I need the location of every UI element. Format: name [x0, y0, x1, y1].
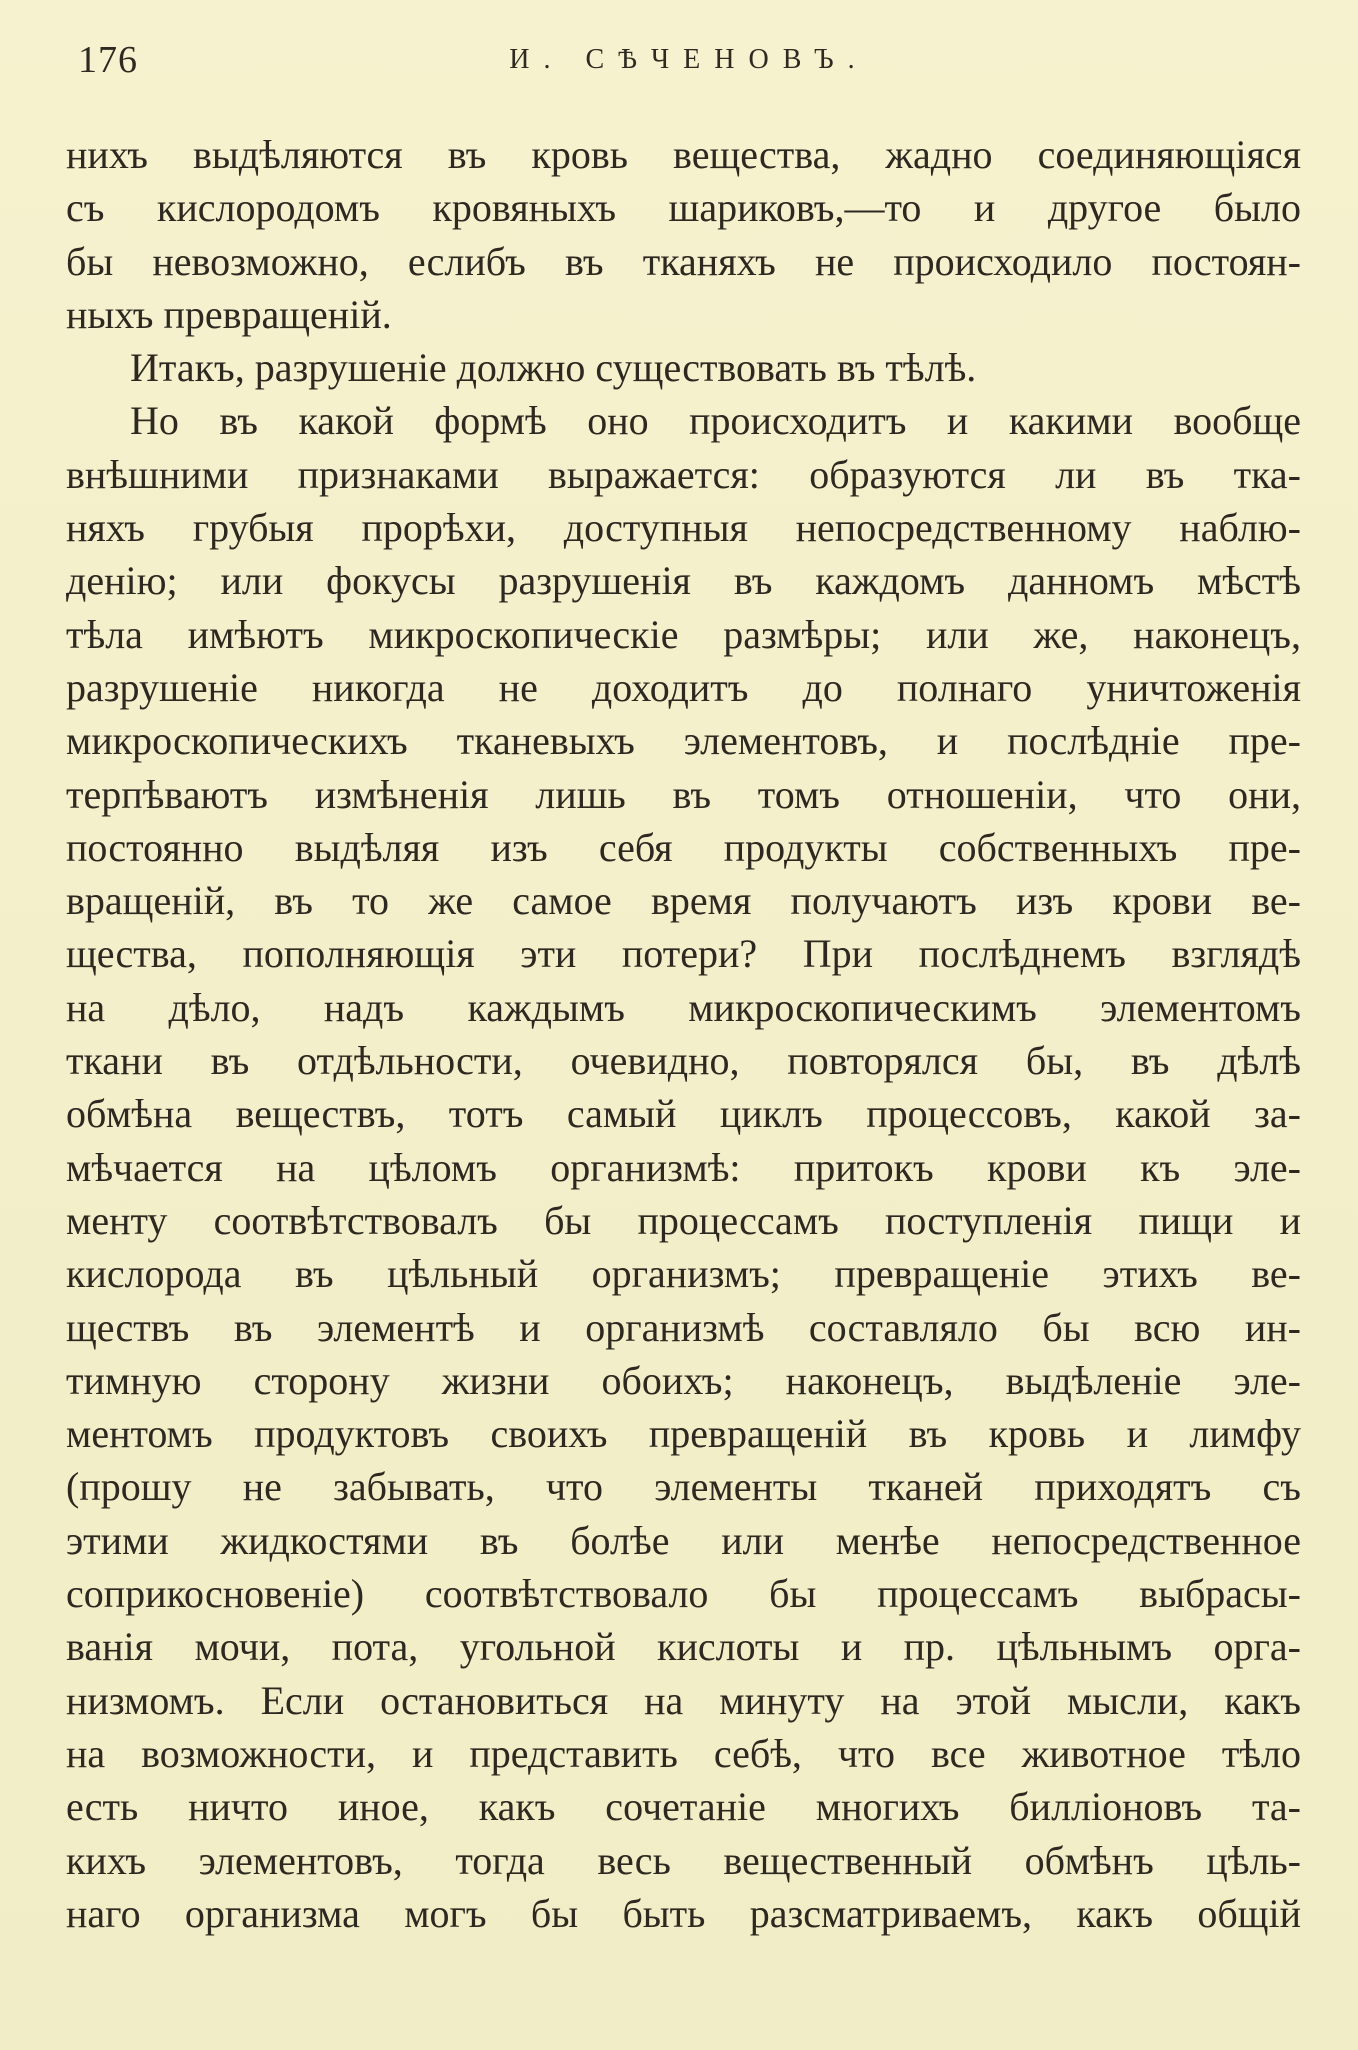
text-line: ментомъ продуктовъ своихъ превращеній въ кровь и лимфу: [66, 1411, 1301, 1457]
text-line: тѣла имѣютъ микроскопическіе размѣры; или же, наконецъ,: [66, 611, 1301, 657]
text-line: разрушеніе никогда не доходитъ до полнаго уничтоженія: [66, 664, 1301, 710]
text-line: менту соотвѣтствовалъ бы процессамъ поступленія пищи и: [66, 1197, 1301, 1243]
text-line: ществъ въ элементѣ и организмѣ составляло бы всю ин-: [66, 1304, 1301, 1350]
text-line: на возможности, и представить себѣ, что все животное тѣло: [66, 1730, 1301, 1776]
text-line: тимную сторону жизни обоихъ; наконецъ, выдѣленіе эле-: [66, 1357, 1301, 1403]
text-line: внѣшними признаками выражается: образуются ли въ тка-: [66, 451, 1301, 497]
text-line: няхъ грубыя прорѣхи, доступныя непосредственному наблю-: [66, 505, 1301, 551]
running-head: И. СѢЧЕНОВЪ.: [509, 44, 869, 75]
text-line: кихъ элементовъ, тогда весь вещественный обмѣнъ цѣль-: [66, 1837, 1301, 1883]
text-line: наго организма могъ бы быть разсматриваемъ, какъ общій: [66, 1890, 1301, 1936]
text-line: нихъ выдѣляются въ кровь вещества, жадно соединяющіяся: [66, 132, 1301, 177]
page-number: 176: [78, 39, 138, 81]
text-line: соприкосновеніе) соотвѣтствовало бы процессамъ выбрасы-: [66, 1571, 1301, 1617]
text-line: бы невозможно, еслибъ въ тканяхъ не происходило постоян-: [66, 238, 1301, 284]
text-line: на дѣло, надъ каждымъ микроскопическимъ элементомъ: [66, 984, 1301, 1030]
text-line: ткани въ отдѣльности, очевидно, повторялся бы, въ дѣлѣ: [66, 1038, 1301, 1084]
text-line: денію; или фокусы разрушенія въ каждомъ данномъ мѣстѣ: [66, 558, 1301, 604]
text-line: есть ничто иное, какъ сочетаніе многихъ билліоновъ та-: [66, 1784, 1301, 1830]
text-line: мѣчается на цѣломъ организмѣ: притокъ крови къ эле-: [66, 1144, 1301, 1190]
text-line: обмѣна веществъ, тотъ самый циклъ процессовъ, какой за-: [66, 1091, 1301, 1137]
text-line: ванія мочи, пота, угольной кислоты и пр. цѣльнымъ орга-: [66, 1624, 1301, 1670]
text-line: низмомъ. Если остановиться на минуту на этой мысли, какъ: [66, 1677, 1301, 1723]
text-line: микроскопическихъ тканевыхъ элементовъ, и послѣдніе пре-: [66, 718, 1301, 764]
text-line: щества, пополняющія эти потери? При послѣднемъ взглядѣ: [66, 931, 1301, 977]
body-text: [66, 128, 1301, 1940]
text-line: ныхъ превращеній.: [66, 291, 392, 337]
text-line: съ кислородомъ кровяныхъ шариковъ,—то и другое было: [66, 185, 1301, 231]
text-line: Итакъ, разрушеніе должно существовать въ тѣлѣ.: [130, 345, 977, 391]
text-line: постоянно выдѣляя изъ себя продукты собственныхъ пре-: [66, 824, 1301, 870]
text-line: (прошу не забывать, что элементы тканей приходятъ съ: [66, 1464, 1301, 1510]
text-line: этими жидкостями въ болѣе или менѣе непосредственное: [66, 1517, 1301, 1563]
text-line: кислорода въ цѣльный организмъ; превращеніе этихъ ве-: [66, 1251, 1301, 1297]
page-header: [78, 38, 1300, 88]
text-line: вращеній, въ то же самое время получаютъ изъ крови ве-: [66, 878, 1301, 924]
text-line: терпѣваютъ измѣненія лишь въ томъ отношеніи, что они,: [66, 771, 1301, 817]
text-line: Но въ какой формѣ оно происходитъ и какими вообще: [130, 398, 1301, 444]
